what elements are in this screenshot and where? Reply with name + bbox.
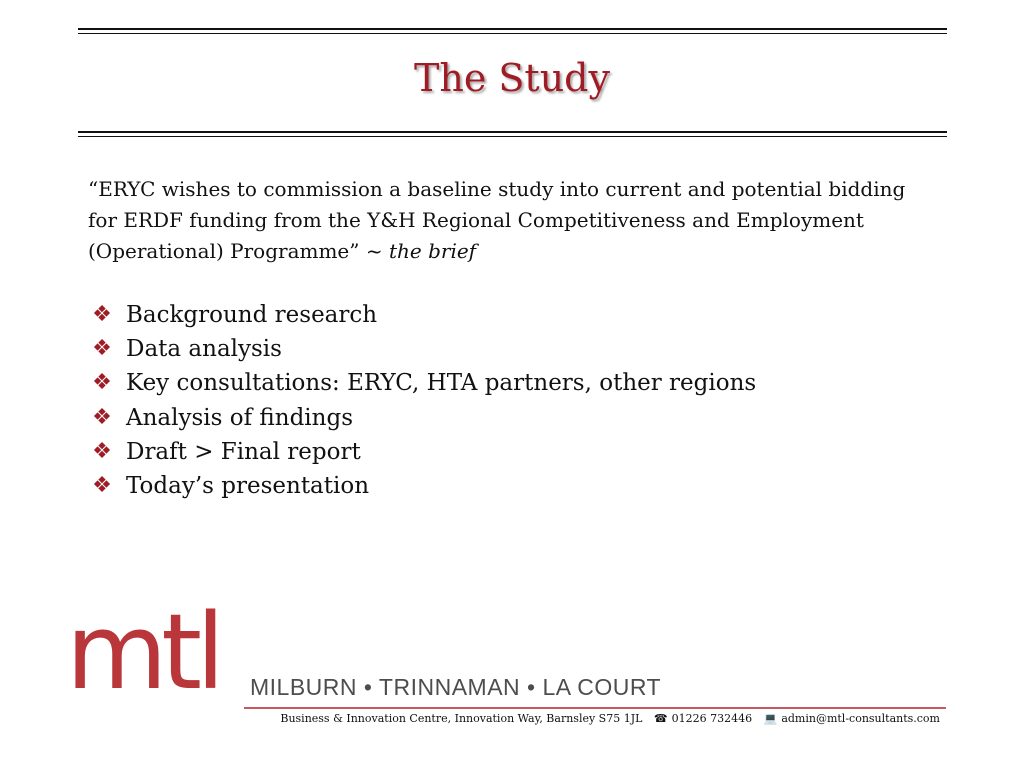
footer-email: admin@mtl-consultants.com — [781, 712, 940, 725]
list-item — [88, 298, 756, 332]
computer-icon: 💻 — [763, 712, 778, 725]
top-divider — [78, 28, 947, 34]
list-item-label: Today’s presentation — [126, 473, 370, 500]
study-steps-list — [88, 298, 756, 503]
diamond-bullet-icon: ❖ — [92, 370, 112, 396]
logo-divider — [244, 707, 946, 709]
list-item — [88, 401, 756, 435]
list-item-label: Data analysis — [126, 336, 282, 363]
diamond-bullet-icon: ❖ — [92, 404, 112, 430]
list-item-label: Background research — [126, 302, 378, 329]
company-logo-name: MILBURN • TRINNAMAN • LA COURT — [250, 674, 662, 700]
list-item-label: Analysis of findings — [126, 404, 354, 431]
list-item — [88, 435, 756, 469]
list-item-label: Key consultations: ERYC, HTA partners, other regions — [126, 370, 757, 397]
diamond-bullet-icon: ❖ — [92, 336, 112, 362]
diamond-bullet-icon: ❖ — [92, 438, 112, 464]
list-item — [88, 469, 756, 503]
title-divider — [78, 131, 947, 137]
list-item — [88, 332, 756, 366]
brief-quote — [88, 174, 908, 267]
company-logo-mark: mtl — [66, 591, 219, 713]
phone-icon: ☎ — [653, 712, 668, 725]
quote-attribution: the brief — [388, 239, 477, 263]
footer-phone: 01226 732446 — [671, 712, 753, 725]
list-item — [88, 366, 756, 400]
footer-address: Business & Innovation Centre, Innovation Way, Barnsley S75 1JL — [280, 712, 643, 725]
slide-title: The Study — [414, 56, 610, 100]
diamond-bullet-icon: ❖ — [92, 302, 112, 328]
contact-footer — [280, 712, 940, 725]
diamond-bullet-icon: ❖ — [92, 473, 112, 499]
quote-text: “ERYC wishes to commission a baseline study into current and potential bidding for ERDF funding from the Y&H Regional Competitiveness and Employment (Operational) Programme” ~ — [88, 177, 906, 263]
list-item-label: Draft > Final report — [126, 438, 361, 465]
